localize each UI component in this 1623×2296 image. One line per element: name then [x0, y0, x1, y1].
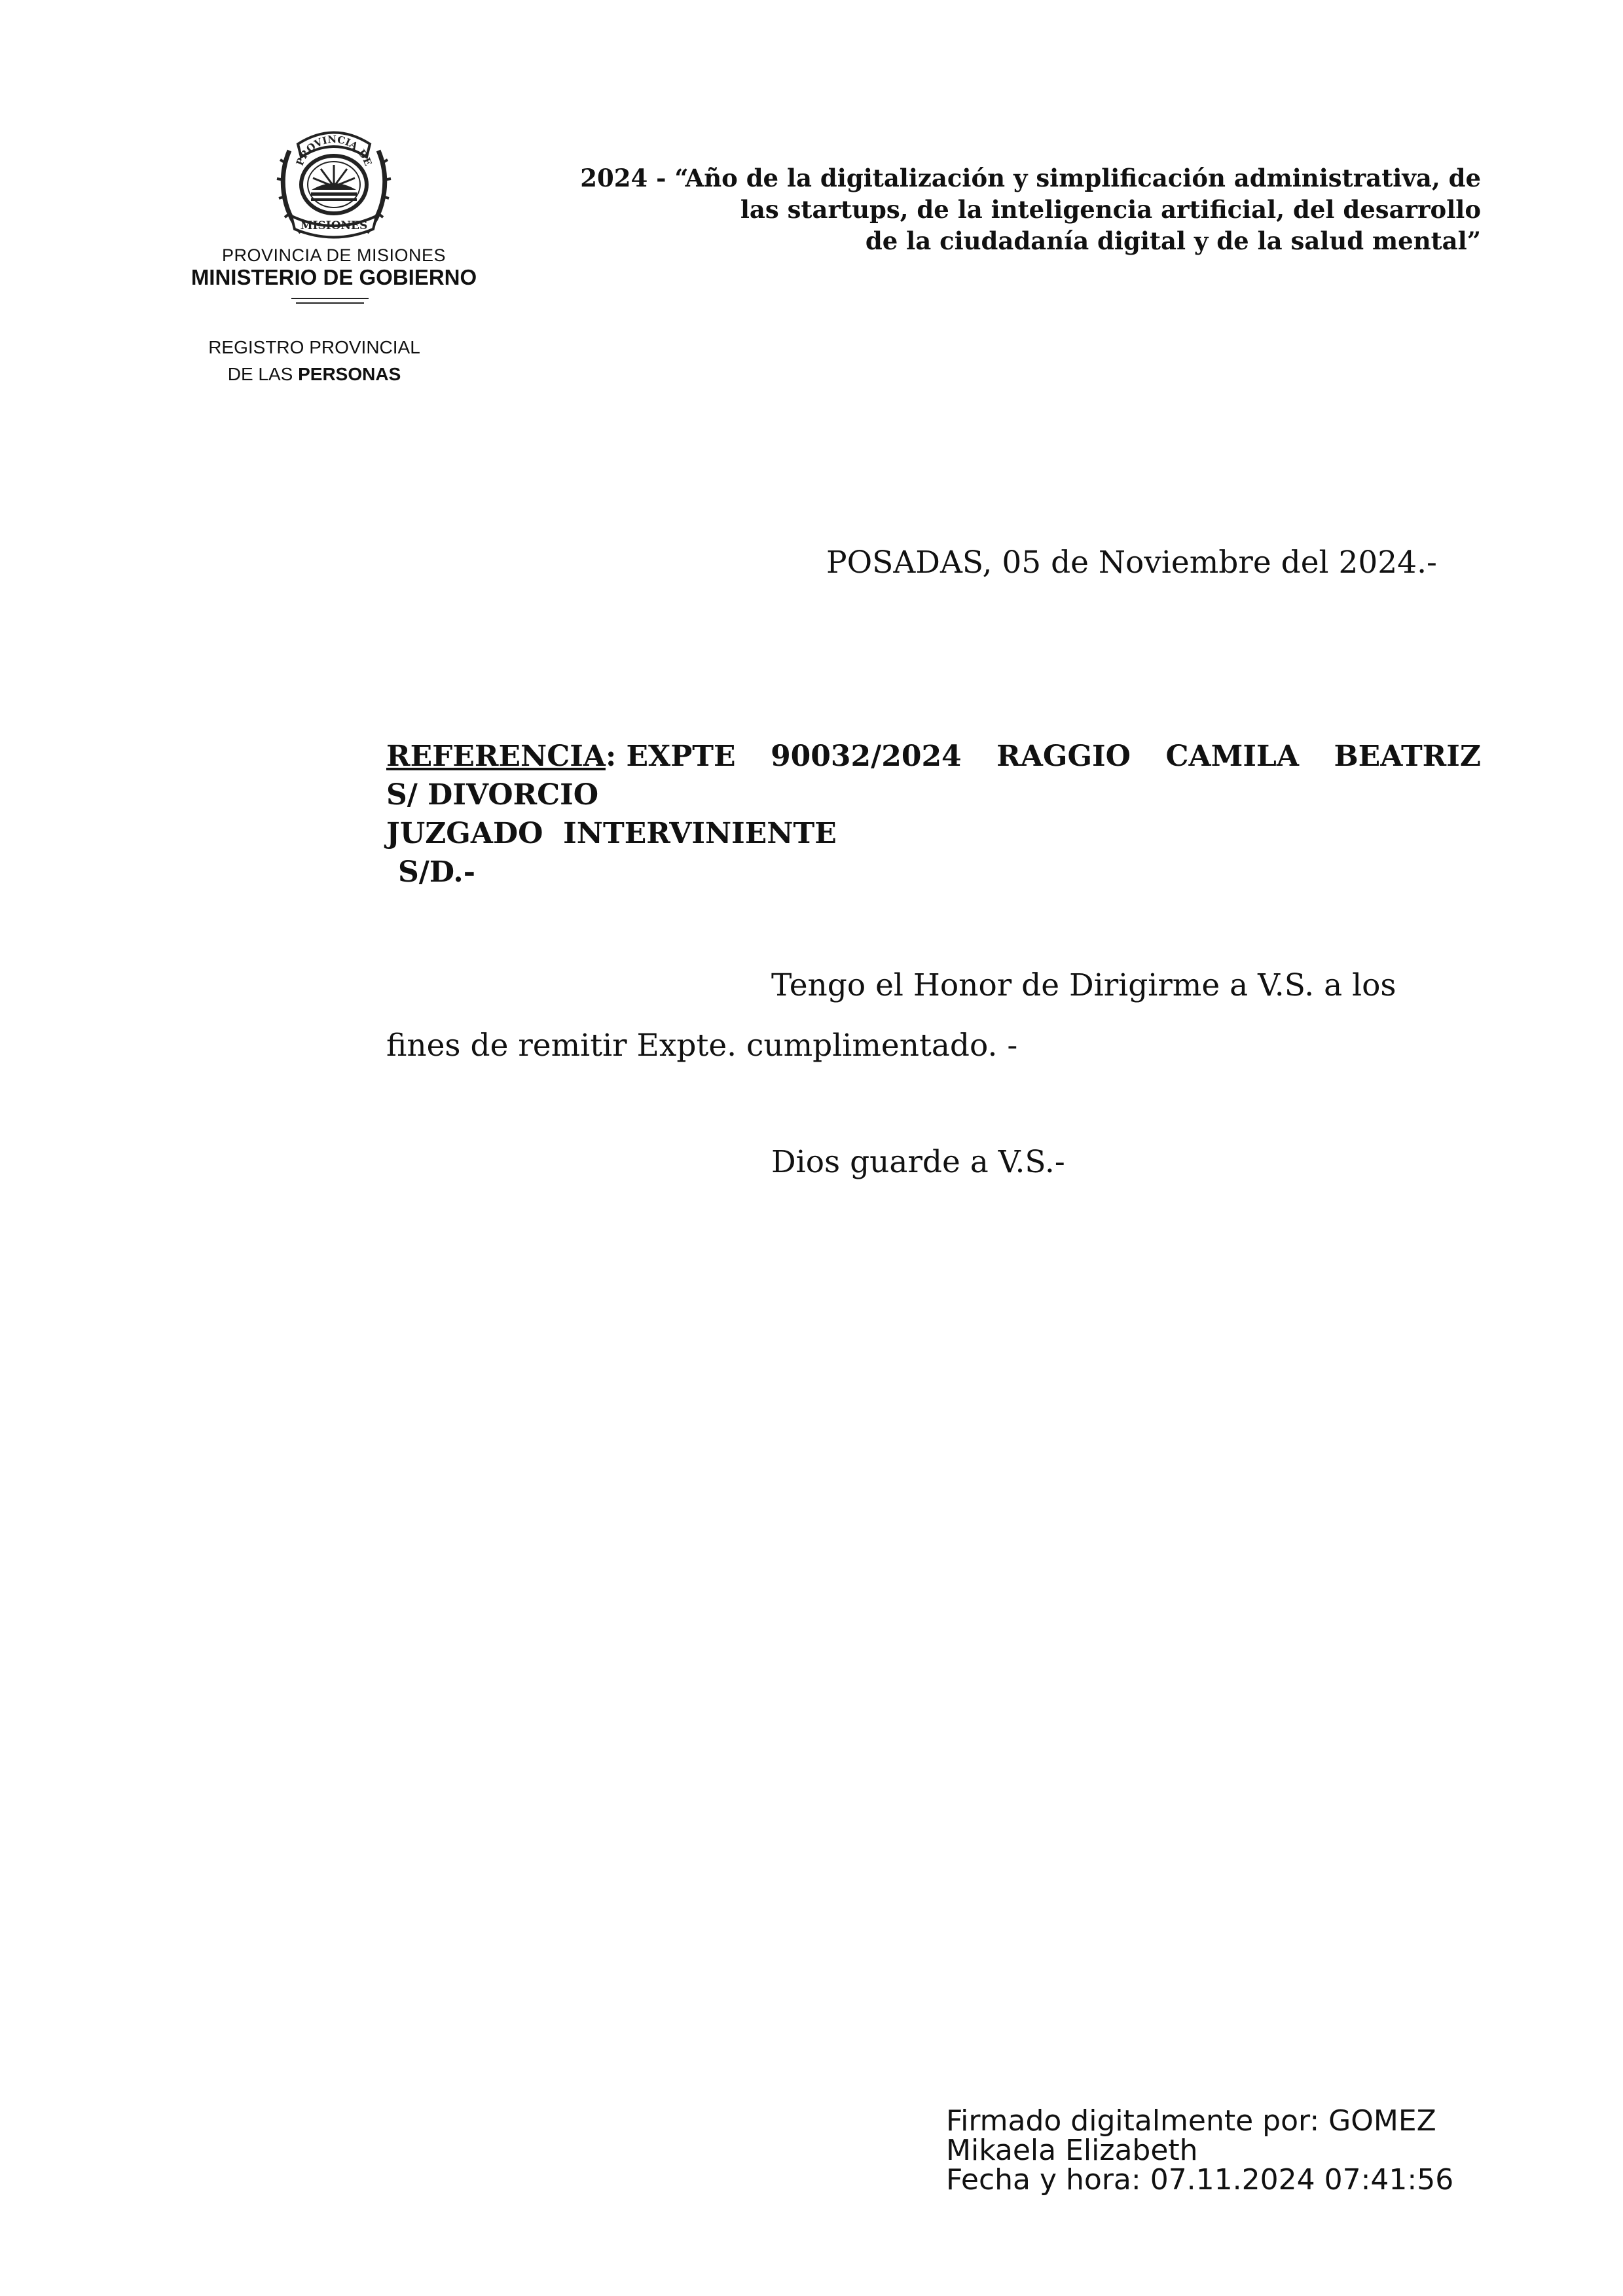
divider-line [296, 302, 364, 304]
signature-line-3: Fecha y hora: 07.11.2024 07:41:56 [946, 2163, 1454, 2197]
reference-block [386, 737, 1481, 891]
signature-line-1: Firmado digitalmente por: GOMEZ [946, 2104, 1436, 2138]
reference-line-1 [386, 737, 1481, 776]
registry-line-2 [151, 364, 478, 385]
closing-line: Dios guarde a V.S.- [771, 1144, 1065, 1180]
reference-word: BEATRIZ [1334, 740, 1481, 773]
motto-line-1: 2024 - “Año de la digitalización y simplificación administrativa, de [580, 164, 1481, 192]
reference-word: RAGGIO [996, 740, 1131, 773]
letter-date: POSADAS, 05 de Noviembre del 2024.- [826, 545, 1437, 581]
reference-word: : EXPTE [605, 740, 736, 773]
year-motto [458, 162, 1481, 257]
registry-line-2b: PERSONAS [298, 364, 401, 384]
reference-label: REFERENCIA [386, 740, 606, 773]
divider-line [291, 298, 369, 299]
seal-text-bottom: MISIONES [300, 219, 368, 232]
reference-lead [386, 737, 736, 776]
signature-line-2: Mikaela Elizabeth [946, 2134, 1198, 2167]
reference-line-4: S/D.- [398, 855, 476, 889]
motto-line-2: las startups, de la inteligencia artificial, del desarrollo [740, 195, 1481, 224]
province-name: PROVINCIA DE MISIONES [221, 245, 447, 265]
reference-word: 90032/2024 [771, 740, 962, 773]
reference-line-3: JUZGADO INTERVINIENTE [386, 817, 837, 850]
reference-line-2: S/ DIVORCIO [386, 778, 599, 812]
body-line-2: fines de remitir Expte. cumplimentado. - [386, 1028, 1018, 1064]
reference-word: CAMILA [1165, 740, 1299, 773]
body-line-1: Tengo el Honor de Dirigirme a V.S. a los [771, 967, 1396, 1003]
ministry-name: MINISTERIO DE GOBIERNO [191, 265, 477, 289]
provincial-seal-logo [275, 124, 393, 242]
registry-line-1: REGISTRO PROVINCIAL [208, 337, 420, 357]
seal-text-top: PROVINCIA DE [293, 133, 374, 168]
motto-line-3: de la ciudadanía digital y de la salud mental” [865, 226, 1481, 255]
registry-line-2a: DE LAS [227, 364, 299, 384]
digital-signature [946, 2106, 1453, 2195]
